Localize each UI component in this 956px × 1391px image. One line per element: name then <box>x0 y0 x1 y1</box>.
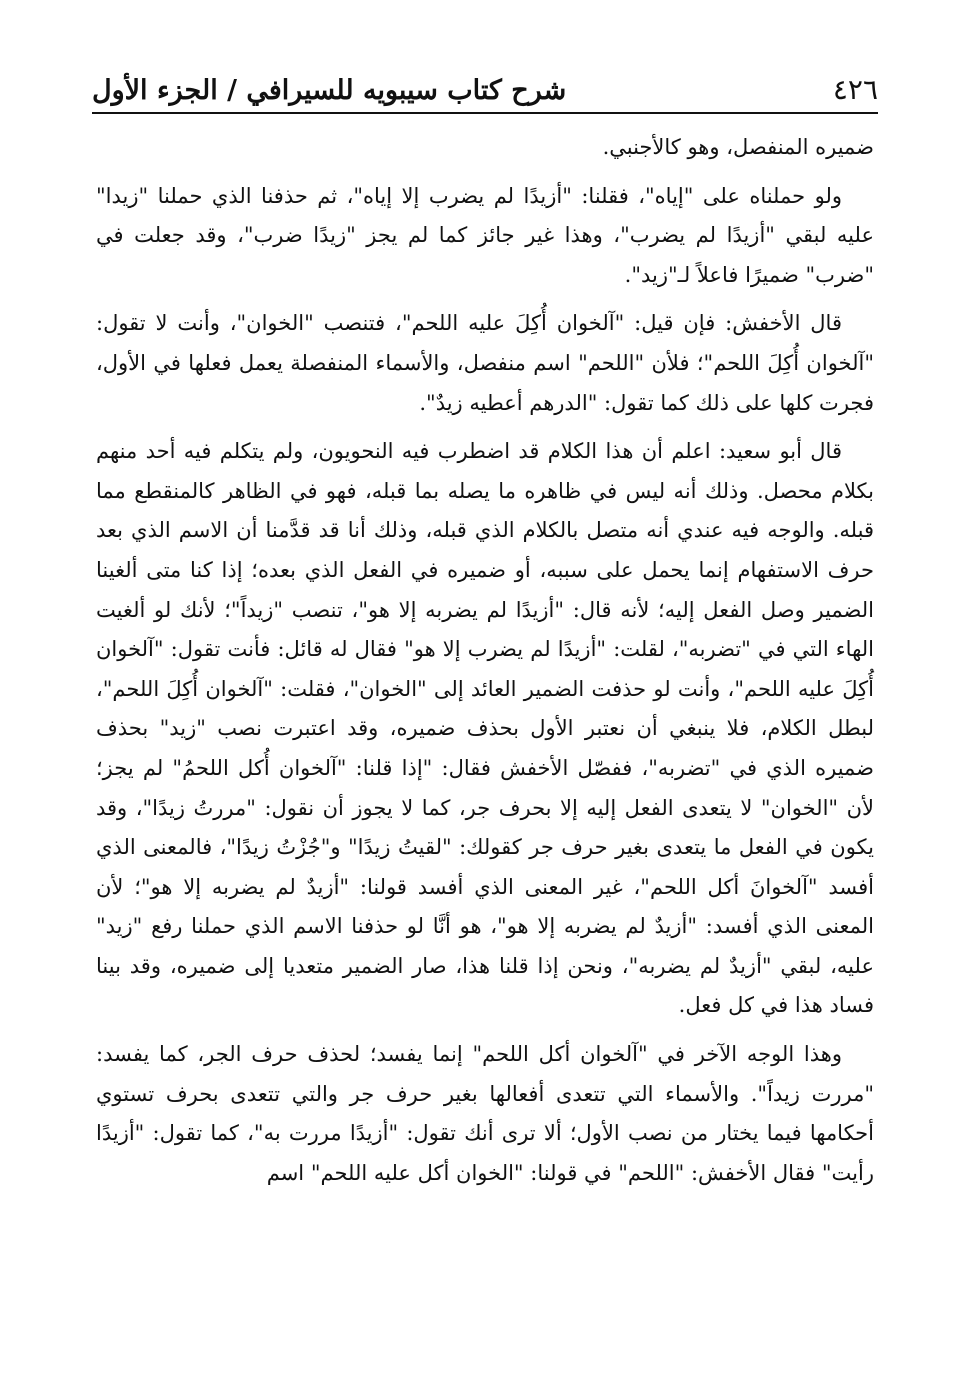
header-rule <box>92 112 878 114</box>
paragraph-1: ضميره المنفصل، وهو كالأجنبي. <box>602 135 874 159</box>
running-title: شرح كتاب سيبويه للسيرافي / الجزء الأول <box>92 75 567 106</box>
paragraph-4: قال أبو سعيد: اعلم أن هذا الكلام قد اضطرب فيه النحويون، ولم يتكلم فيه أحد منهم بكلام محصل. وذلك أنه ليس في ظاهره ما يصله بما قبله، فهو في الظاهر كالمنقطع مما قبله. والوجه فيه عندي أنه متصل بالكلام الذي قبله، وذلك أنا قد قدَّمنا أن الاسم الذي بعد حرف الاستفهام إنما يحمل على سببه، أو ضميره في الفعل الذي بعده؛ إذا كنا متى ألغينا الضمير وصل الفعل إليه؛ لأنه قال: "أزيدًا لم يضربه إلا هو"، تنصب "زيداً"؛ لأنك لو ألغيت الهاء التي في "تضربه"، لقلت: "أزيدًا لم يضرب إلا هو" فقال له قائل: فأنت تقول: "آلخوان أُكِلَ عليه اللحم"، وأنت لو حذفت الضمير العائد إلى "الخوان"، فقلت: "آلخوان أُكِلَ اللحم"، لبطل الكلام، فلا ينبغي أن نعتبر الأول بحذف ضميره، وقد اعتبرت نصب "زيد" بحذف ضميره الذي في "تضربه"، ففصّل الأخفش فقال: "إذا قلنا: "آلخوان أُكل اللحمُ" لم يجز؛ لأن "الخوان" لا يتعدى الفعل إليه إلا بحرف جر، كما لا يجوز أن نقول: "مررتُ زيدًا"، وقد يكون في الفعل ما يتعدى بغير حرف جر كقولك: "لقيتُ زيدًا" و"جُزْتُ زيدًا"، فالمعنى الذي أفسد "آلخوانَ أكل اللحم"، غير المعنى الذي أفسد قولنا: "أزيدٌ لم يضربه إلا هو"؛ لأن المعنى الذي أفسد: "أزيدٌ لم يضربه إلا هو"، هو أنَّا لو حذفنا الاسم الذي حملنا رفع "زيد" عليه، لبقي "أزيدٌ لم يضربه"، ونحن إذا قلنا هذا، صار الضمير متعديا إلى ضميره، وقد بينا فساد هذا في كل فعل. <box>96 439 874 1018</box>
paragraph-5: وهذا الوجه الآخر في "آلخوان أكل اللحم" إنما يفسد؛ لحذف حرف الجر، كما يفسد: "مررت زيداً". والأسماء التي تتعدى أفعالها بغير حرف جر والتي تتعدى بحرف تستوي أحكامها فيما يختار من نصب الأول؛ ألا ترى أنك تقول: "أزيدًا مررت به"، كما تقول: "أزيدًا رأيت" فقال الأخفش: "اللحم" في قولنا: "الخوان أكل عليه اللحم" اسم <box>96 1042 874 1185</box>
page-number: ٤٢٦ <box>832 73 878 106</box>
paragraph-2: ولو حملناه على "إياه"، فقلنا: "أزيدًا لم يضرب إلا إياه"، ثم حذفنا الذي حملنا "زيدا" عليه لبقي "أزيدًا لم يضرب"، وهذا غير جائز كما لم يجز "زيدًا ضرب"، وقد جعلت في "ضرب" ضميرًا فاعلاً لـ"زيد". <box>96 183 874 287</box>
body-text <box>96 128 874 1193</box>
paragraph-3: قال الأخفش: فإن قيل: "آلخوان أُكِلَ عليه اللحم"، فتنصب "الخوان"، وأنت لا تقول: "آلخوان أُكِلَ اللحم"؛ فلأن "اللحم" اسم منفصل، والأسماء المنفصلة يعمل فعلها في الأول، فجرت كلها على ذلك كما تقول: "الدرهم أعطيه زيدٌ". <box>96 311 874 415</box>
page-header <box>92 58 878 108</box>
